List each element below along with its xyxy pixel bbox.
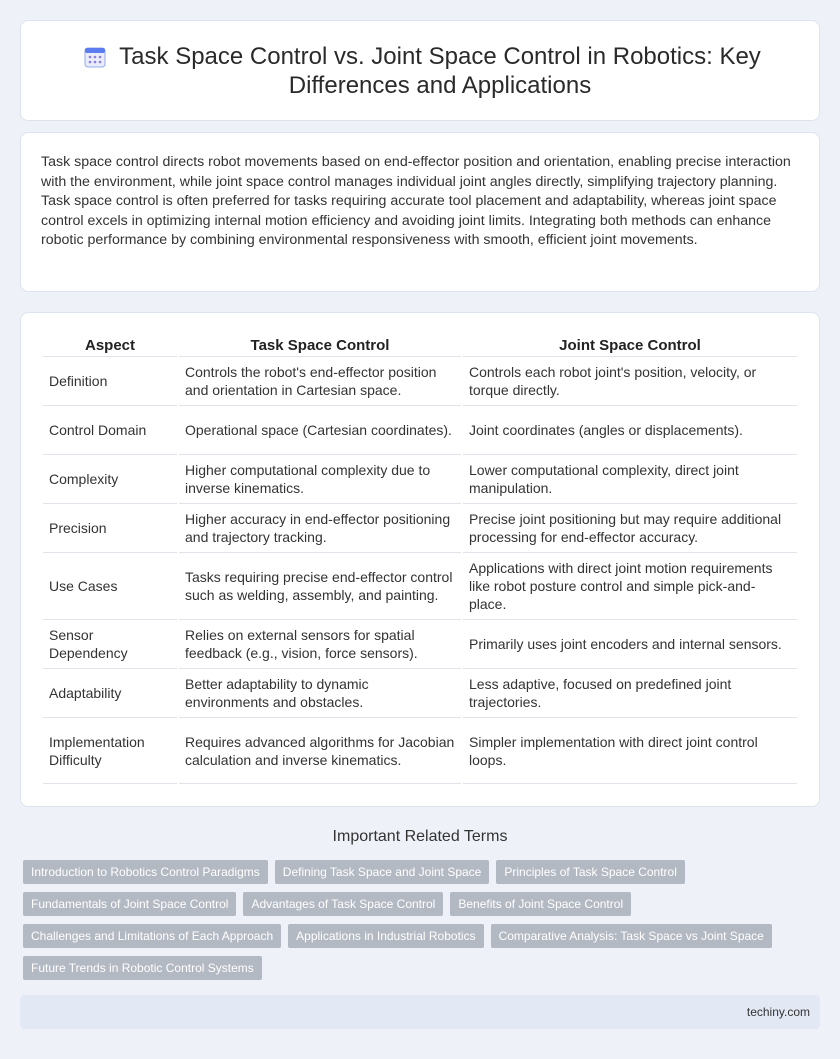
footer [20, 995, 820, 1029]
row-joint-space: Lower computational complexity, direct joint manipulation. [463, 455, 797, 504]
row-joint-space: Joint coordinates (angles or displacements). [463, 406, 797, 455]
row-task-space: Controls the robot's end-effector position and orientation in Cartesian space. [179, 357, 461, 406]
related-terms-title: Important Related Terms [332, 828, 508, 845]
table-row [43, 504, 797, 553]
row-task-space: Higher accuracy in end-effector positioning and trajectory tracking. [179, 504, 461, 553]
row-aspect: Use Cases [43, 553, 177, 620]
table-row [43, 357, 797, 406]
row-task-space: Relies on external sensors for spatial feedback (e.g., vision, force sensors). [179, 620, 461, 669]
comparison-table [41, 331, 799, 784]
row-task-space: Better adaptability to dynamic environments and obstacles. [179, 669, 461, 718]
row-aspect: Adaptability [43, 669, 177, 718]
row-joint-space: Controls each robot joint's position, velocity, or torque directly. [463, 357, 797, 406]
row-task-space: Requires advanced algorithms for Jacobian calculation and inverse kinematics. [179, 718, 461, 784]
related-term-tag[interactable]: Future Trends in Robotic Control Systems [23, 956, 262, 980]
table-row [43, 455, 797, 504]
title-card [20, 20, 820, 121]
intro-card [20, 132, 820, 292]
related-term-tag[interactable]: Introduction to Robotics Control Paradigms [23, 860, 268, 884]
row-aspect: Implementation Difficulty [43, 718, 177, 784]
row-joint-space: Applications with direct joint motion requirements like robot posture control and simple pick-and-place. [463, 553, 797, 620]
row-task-space: Operational space (Cartesian coordinates). [179, 406, 461, 455]
row-joint-space: Simpler implementation with direct joint control loops. [463, 718, 797, 784]
table-row [43, 718, 797, 784]
page-title: Task Space Control vs. Joint Space Control in Robotics: Key Differences and Applications [119, 42, 761, 99]
related-term-tag[interactable]: Defining Task Space and Joint Space [275, 860, 490, 884]
related-term-tag[interactable]: Fundamentals of Joint Space Control [23, 892, 236, 916]
header-aspect: Aspect [43, 331, 177, 357]
header-joint-space: Joint Space Control [463, 331, 797, 357]
related-term-tag[interactable]: Benefits of Joint Space Control [450, 892, 631, 916]
intro-text: Task space control directs robot movements based on end-effector position and orientation, enabling precise interaction with the environment, while joint space control manages individual joint angles directly, simplifying trajectory planning. Task space control is often preferred for tasks requiring accurate tool placement and adaptability, whereas joint space control excels in optimizing internal motion efficiency and avoiding joint limits. Integrating both methods can enhance robotic performance by combining environmental responsiveness with smooth, efficient joint movements. [41, 154, 791, 248]
row-aspect: Complexity [43, 455, 177, 504]
related-term-tag[interactable]: Comparative Analysis: Task Space vs Joint Space [491, 924, 772, 948]
related-term-tag[interactable]: Challenges and Limitations of Each Approach [23, 924, 281, 948]
row-aspect: Precision [43, 504, 177, 553]
footer-brand[interactable]: techiny.com [746, 1005, 810, 1019]
row-joint-space: Primarily uses joint encoders and internal sensors. [463, 620, 797, 669]
header-task-space: Task Space Control [179, 331, 461, 357]
row-task-space: Higher computational complexity due to inverse kinematics. [179, 455, 461, 504]
related-term-tag[interactable]: Advantages of Task Space Control [243, 892, 443, 916]
table-header-row [43, 331, 797, 357]
row-joint-space: Less adaptive, focused on predefined joint trajectories. [463, 669, 797, 718]
row-task-space: Tasks requiring precise end-effector control such as welding, assembly, and painting. [179, 553, 461, 620]
comparison-card [20, 312, 820, 807]
related-terms-list [23, 860, 813, 988]
table-row [43, 669, 797, 718]
table-row [43, 406, 797, 455]
row-aspect: Control Domain [43, 406, 177, 455]
row-aspect: Sensor Dependency [43, 620, 177, 669]
related-term-tag[interactable]: Applications in Industrial Robotics [288, 924, 483, 948]
table-row [43, 553, 797, 620]
table-row [43, 620, 797, 669]
row-joint-space: Precise joint positioning but may require additional processing for end-effector accuracy. [463, 504, 797, 553]
related-term-tag[interactable]: Principles of Task Space Control [496, 860, 685, 884]
row-aspect: Definition [43, 357, 177, 406]
